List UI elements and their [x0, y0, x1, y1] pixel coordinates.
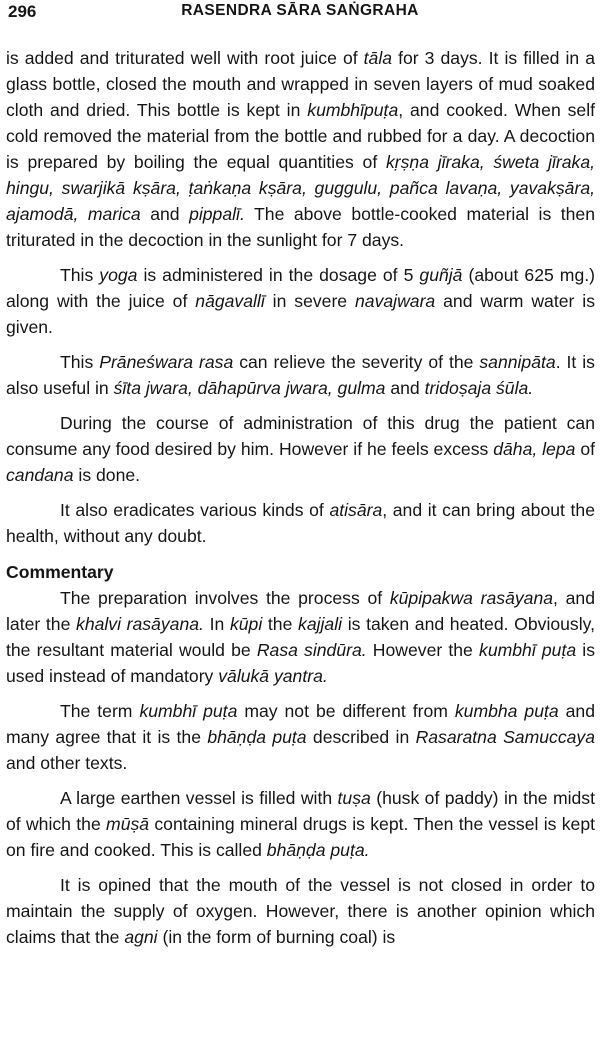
page-number: 296 [8, 2, 37, 21]
italic-term: tuṣa [337, 788, 371, 808]
italic-term: candana [6, 465, 74, 485]
italic-term: bhāṇḍa puṭa [207, 727, 307, 747]
paragraph: It also eradicates various kinds of atisāra, and it can bring about the health, without any doubt. [6, 500, 596, 546]
paragraph: A large earthen vessel is filled with tuṣa (husk of paddy) in the midst of which the mūṣā containing mineral drugs is kept. Then the vessel is kept on fire and cooked. This is called bhāṇḍa puṭa. [6, 788, 595, 860]
italic-term: vālukā yantra. [218, 666, 328, 686]
italic-term: tāla [363, 48, 393, 68]
page-header [8, 2, 592, 26]
paragraph: The term kumbhī puṭa may not be different from kumbha puṭa and many agree that it is the bhāṇḍa puṭa described in Rasaratna Samuccaya and other texts. [6, 701, 595, 773]
italic-term: nāgavallī [195, 291, 265, 311]
italic-term: bhāṇḍa puṭa. [266, 840, 370, 860]
italic-term: guñjā [419, 265, 463, 285]
italic-term: sannipāta [479, 352, 556, 372]
italic-term: śīta jwara, dāhapūrva jwara, gulma [113, 378, 386, 398]
italic-term: kūpipakwa rasāyana [389, 588, 554, 608]
italic-term: tridoṣaja śūla. [424, 378, 534, 398]
italic-term: dāha, lepa [493, 439, 576, 459]
italic-term: kumbhī puṭa [139, 701, 238, 721]
italic-term: atisāra [329, 500, 383, 520]
page-body [6, 45, 595, 950]
paragraph: is added and triturated well with root juice of tāla for 3 days. It is filled in a glass bottle, closed the mouth and wrapped in seven layers of mud soaked cloth and dried. This bottle is kept in kumbhīpuṭa, and cooked. When self cold removed the material from the bottle and rubbed for a day. A decoction is prepared by boiling the equal quantities of kṛṣṇa jīraka, śweta jīraka, hingu, swarjikā kṣāra, ṭaṅkaṇa kṣāra, guggulu, pañca lavaṇa, yavakṣāra, ajamodā, marica and pippalī. The above bottle-cooked material is then triturated in the decoction in the sunlight for 7 days. [6, 48, 596, 250]
paragraph: It is opined that the mouth of the vessel is not closed in order to maintain the supply of oxygen. However, there is another opinion which claims that the agni (in the form of burning coal) is [6, 875, 595, 947]
paragraph: During the course of administration of this drug the patient can consume any food desired by him. However if he feels excess dāha, lepa of candana is done. [6, 413, 596, 485]
italic-term: pippalī. [189, 204, 245, 224]
paragraph: The preparation involves the process of kūpipakwa rasāyana, and later the khalvi rasāyana. In kūpi the kajjali is taken and heated. Obviously, the resultant material would be Rasa sindūra. However the kumbhī puṭa is used instead of mandatory vālukā yantra. [6, 588, 596, 686]
italic-term: kumbhīpuṭa [307, 100, 399, 120]
italic-term: kūpi [229, 614, 263, 634]
section-heading: Commentary [6, 562, 114, 582]
italic-term: kṛṣṇa jīraka, śweta jīraka, hingu, swarjikā kṣāra, ṭaṅkaṇa kṣāra, guggulu, pañca lavaṇa, yavakṣāra, ajamodā, marica [6, 152, 595, 224]
italic-term: mūṣā [106, 814, 150, 834]
italic-term: yoga [99, 265, 138, 285]
italic-term: kumbhī puṭa [479, 640, 577, 660]
italic-term: kajjali [298, 614, 343, 634]
italic-term: kumbha puṭa [454, 701, 559, 721]
italic-term: agni [124, 927, 158, 947]
italic-term: Rasa sindūra. [256, 640, 367, 660]
italic-term: navajwara [355, 291, 436, 311]
italic-term: khalvi rasāyana. [76, 614, 204, 634]
paragraph: This Prāneśwara rasa can relieve the severity of the sannipāta. It is also useful in śīta jwara, dāhapūrva jwara, gulma and tridoṣaja śūla. [6, 352, 595, 398]
paragraph: This yoga is administered in the dosage of 5 guñjā (about 625 mg.) along with the juice of nāgavallī in severe navajwara and warm water is given. [6, 265, 596, 337]
italic-term: Prāneśwara rasa [99, 352, 234, 372]
running-title: RASENDRA SĀRA SAṄGRAHA [181, 2, 419, 19]
italic-term: Rasaratna Samuccaya [415, 727, 595, 747]
